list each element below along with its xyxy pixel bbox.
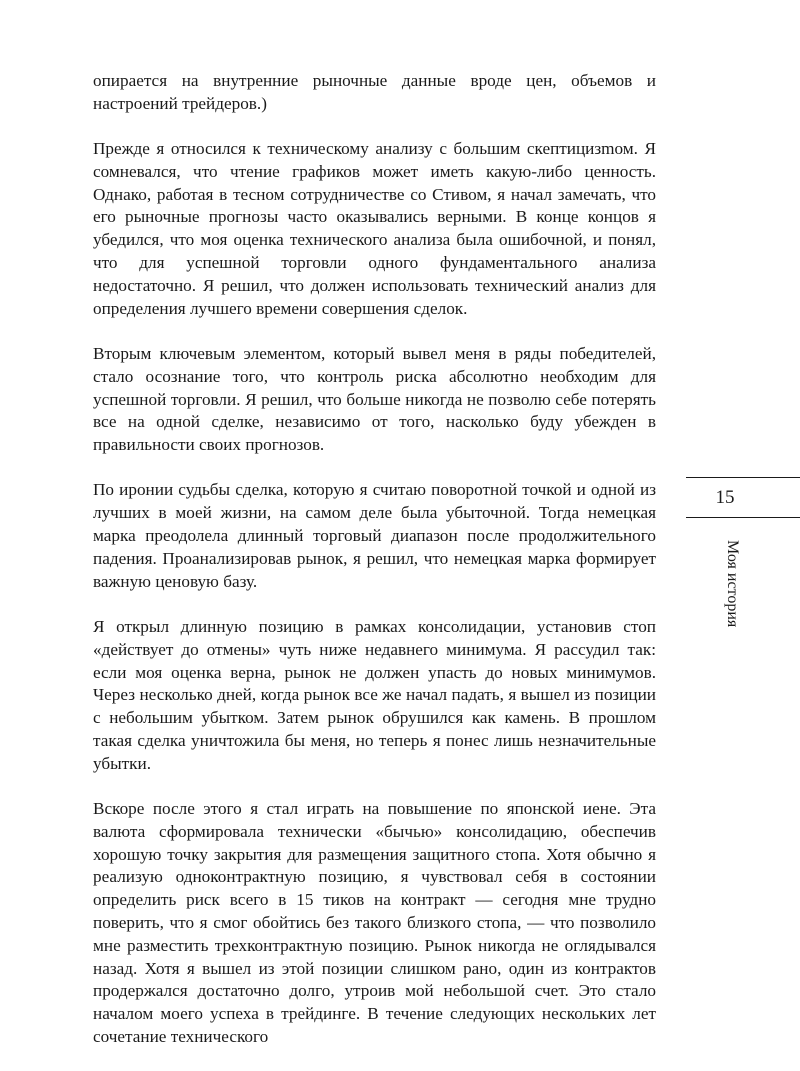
body-text bbox=[93, 70, 656, 1071]
paragraph: Вторым ключевым элементом, который вывел меня в ряды победителей, стало осознание того, что контроль риска абсолютно необходим для успешной торговли. Я решил, что больше никогда не позволю себе потерять все на одной сделке, независимо от того, насколько буду убежден в правильности своих прогнозов. bbox=[93, 343, 656, 455]
paragraph: Прежде я относился к техническому анализу с большим скептицизmом. Я сомневался, что чтение графиков может иметь какую-либо ценность. Однако, работая в тесном сотрудничестве со Стивом, я начал замечать, что его рыночные прогнозы часто оказывались верными. В конце концов я убедился, что моя оценка технического анализа была ошибочной, и понял, что для успешной торговли одного фундаментального анализа недостаточно. Я решил, что должен использовать технический анализ для определения лучшего времени совершения сделок. bbox=[93, 139, 656, 318]
page-number: 15 bbox=[715, 487, 735, 508]
margin-divider-bottom bbox=[686, 517, 800, 518]
paragraph: Вскоре после этого я стал играть на повышение по японской иене. Эта валюта сформировала технически «бычью» консолидацию, обеспечив хорошую точку закрытия для размещения защитного стопа. Хотя обычно я реализую одноконтрактную позицию, я чувствовал себя в состоянии определить риск всего в 15 тиков на контракт — сегодня мне трудно поверить, что я смог обойтись без такого близкого стопа, — что позволило мне разместить трехконтрактную позицию. Рынок никогда не оглядывался назад. Хотя я вышел из этой позиции слишком рано, один из контрактов продержался достаточно долго, утроив мой небольшой счет. Это стало началом моего успеха в трейдинге. В течение следующих нескольких лет сочетание технического bbox=[93, 799, 656, 1046]
paragraph: По иронии судьбы сделка, которую я считаю поворотной точкой и одной из лучших в моей жизни, на самом деле была убыточной. Тогда немецкая марка преодолела длинный торговый диапазон после продолжительного падения. Проанализировав рынок, я решил, что немецкая марка формирует важную ценовую базу. bbox=[93, 480, 656, 591]
paragraph: Я открыл длинную позицию в рамках консолидации, установив стоп «действует до отмены» чуть ниже недавнего минимума. Я рассудил так: если моя оценка верна, рынок не должен упасть до новых минимумов. Через несколько дней, когда рынок все же начал падать, я вышел из позиции с небольшим убытком. Затем рынок обрушился как камень. В прошлом такая сделка уничтожила бы меня, но теперь я понес лишь незначительные убытки. bbox=[93, 616, 656, 773]
margin-divider-top bbox=[686, 477, 800, 478]
paragraph: опирается на внутренние рыночные данные вроде цен, объемов и настроений трейдеров.) bbox=[93, 71, 656, 113]
running-head: Моя история bbox=[724, 540, 741, 628]
